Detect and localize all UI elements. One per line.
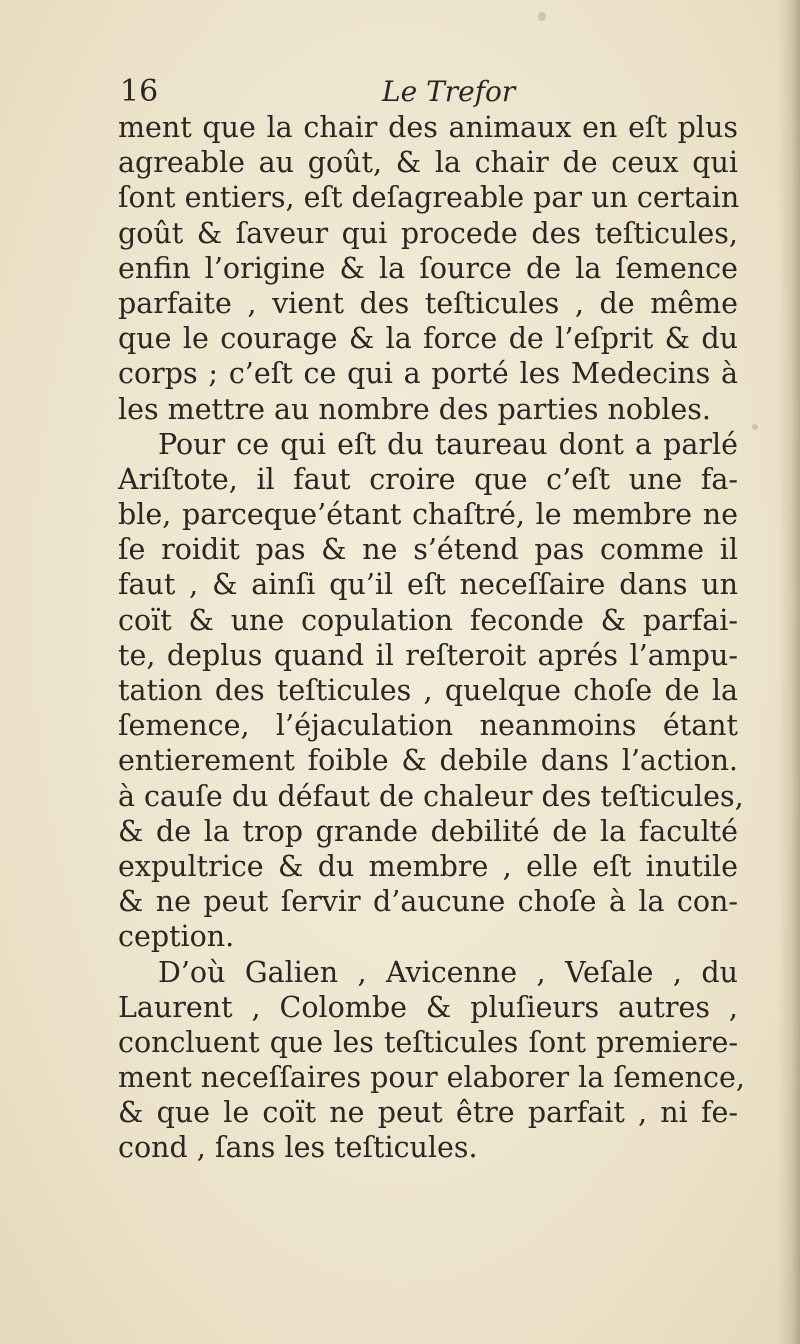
- text-line: concluent que les teſticules ſont premiere-: [118, 1025, 738, 1059]
- text-line: Ariſtote, il faut croire que c’eſt une fa-: [118, 462, 738, 496]
- text-line: à cauſe du défaut de chaleur des teſticules,: [118, 779, 744, 813]
- text-line: goût & ſaveur qui procede des teſticules,: [118, 216, 738, 250]
- text-line: parfaite , vient des teſticules , de même: [118, 286, 738, 320]
- text-line: Laurent , Colombe & pluſieurs autres ,: [118, 990, 738, 1024]
- text-line: enfin l’origine & la ſource de la ſemence: [118, 251, 738, 285]
- text-line: & de la trop grande debilité de la faculté: [118, 814, 738, 848]
- text-line: expultrice & du membre , elle eſt inutile: [118, 849, 738, 883]
- text-line: ſont entiers, eſt deſagreable par un certain: [118, 181, 740, 215]
- text-line: que le courage & la force de l’eſprit & du: [118, 322, 738, 356]
- text-line: les mettre au nombre des parties nobles.: [118, 392, 711, 426]
- text-line: ſe roidit pas & ne s’étend pas comme il: [118, 533, 738, 567]
- page-body-text: [118, 110, 745, 1166]
- running-title: Le Trefor: [382, 75, 516, 108]
- text-line: faut , & ainſi qu’il eſt neceſſaire dans un: [118, 568, 738, 602]
- text-line: & que le coït ne peut être parfait , ni fe-: [118, 1096, 738, 1130]
- text-line: ment que la chair des animaux en eſt plus: [118, 111, 738, 144]
- ink-spot: [538, 12, 546, 21]
- text-line: ble, parceque’étant chaſtré, le membre ne: [118, 498, 738, 532]
- text-line: ſemence, l’éjaculation neanmoins étant: [118, 709, 738, 743]
- text-line: coït & une copulation feconde & parfai-: [118, 603, 738, 637]
- page-number: 16: [120, 74, 159, 109]
- text-line: ment neceſſaires pour elaborer la ſemence,: [118, 1061, 745, 1095]
- text-line: Pour ce qui eſt du taureau dont a parlé: [158, 427, 738, 461]
- text-line: tation des teſticules , quelque choſe de la: [118, 674, 738, 707]
- ink-spot: [752, 424, 758, 430]
- text-line: entierement foible & debile dans l’action.: [118, 744, 738, 778]
- text-line: corps ; c’eſt ce qui a porté les Medecins à: [118, 357, 738, 391]
- text-line: D’où Galien , Avicenne , Veſale , du: [158, 955, 738, 989]
- text-line: te, deplus quand il reſteroit aprés l’ampu-: [118, 638, 738, 672]
- text-line: & ne peut ſervir d’aucune choſe à la con-: [118, 885, 738, 919]
- text-line: cond , ſans les teſticules.: [118, 1131, 478, 1165]
- text-line: ception.: [118, 920, 235, 954]
- text-line: agreable au goût, & la chair de ceux qui: [118, 146, 738, 180]
- page-gutter-shadow: [778, 0, 800, 1344]
